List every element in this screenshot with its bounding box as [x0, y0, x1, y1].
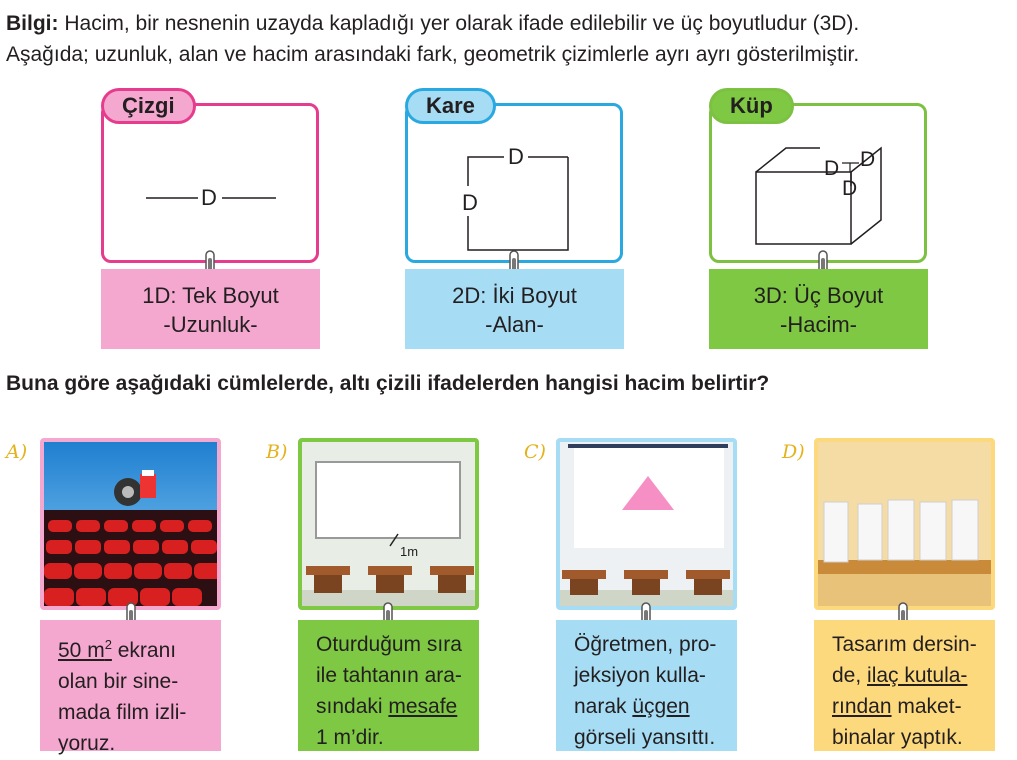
cube-label-2: -Hacim- [780, 312, 857, 337]
option-d-text-box [814, 620, 995, 751]
option-d-text-1: Tasarım dersin- [832, 633, 977, 656]
option-a-cinema-image [40, 438, 221, 610]
option-a-text-1: ekranı [111, 639, 177, 662]
square-d-top: D [508, 144, 524, 169]
option-d-text-2: de, [832, 664, 868, 687]
option-b-letter: B) [266, 441, 288, 463]
option-a-value: 50 m [58, 639, 105, 662]
option-b-text-1: Oturduğum sıra [316, 633, 462, 656]
option-c-text-2: jeksiyon kulla- [574, 664, 706, 687]
option-d-text-3: maket- [891, 695, 962, 718]
square-tab: Kare [405, 88, 496, 124]
option-a-underlined [58, 639, 112, 662]
option-c-projector-image [556, 438, 737, 610]
option-b-text-2: ile tahtanın ara- [316, 664, 462, 687]
option-b-classroom-image [298, 438, 479, 610]
option-a-text-2: olan bir sine- [58, 670, 179, 693]
option-a-letter: A) [6, 441, 28, 463]
option-a-exponent: 2 [104, 637, 112, 652]
cube-d-depth: D [860, 148, 876, 171]
option-b-photo-label: 1m [400, 544, 419, 559]
option-a-text-4: yoruz. [58, 732, 116, 755]
square-diagram-card [405, 93, 623, 263]
square-d-left: D [462, 190, 478, 215]
question-text: Buna göre aşağıdaki cümlelerde, altı çizili ifadelerden hangisi hacim belirtir? [6, 372, 770, 395]
cube-tab: Küp [709, 88, 794, 124]
cube-drawing [712, 106, 924, 260]
option-a-text-box [40, 620, 221, 755]
option-d-text-4: binalar yaptık. [832, 726, 963, 749]
intro-line1: Hacim, bir nesnenin uzayda kapladığı yer olarak ifade edilebilir ve üç boyutludur (3D). [64, 12, 860, 35]
line-label-box [101, 269, 320, 349]
line-tab: Çizgi [101, 88, 196, 124]
option-b-text-4: 1 m’dir. [316, 726, 384, 749]
option-b-text-box [298, 620, 479, 751]
intro-line2: Aşağıda; uzunluk, alan ve hacim arasındaki fark, geometrik çizimlerle ayrı ayrı gösterilmiştir. [6, 43, 860, 66]
option-c-letter: C) [524, 441, 546, 463]
option-b-text-3: sındaki [316, 695, 389, 718]
cube-d-front: D [824, 157, 840, 180]
square-label-2: -Alan- [485, 312, 544, 337]
line-drawing [104, 106, 316, 260]
option-c-text-3: narak [574, 695, 633, 718]
option-d-model-buildings-image [814, 438, 995, 610]
square-label-1: 2D: İki Boyut [452, 283, 577, 308]
square-label-box [405, 269, 624, 349]
option-c-text-box [556, 620, 737, 751]
line-label-2: -Uzunluk- [163, 312, 258, 337]
option-c-text-4: görseli yansıttı. [574, 726, 716, 749]
option-b-underlined: mesafe [388, 695, 458, 718]
cube-d-height: D [842, 177, 858, 200]
cube-label-box [709, 269, 928, 349]
line-diagram-card [101, 93, 319, 263]
cube-label-1: 3D: Üç Boyut [753, 283, 884, 308]
option-d-underlined-1: ilaç kutula- [867, 664, 968, 687]
intro-text [6, 8, 1011, 70]
option-c-underlined: üçgen [632, 695, 690, 718]
option-d-letter: D) [782, 441, 805, 463]
option-a-text-3: mada film izli- [58, 701, 187, 724]
square-drawing [408, 106, 620, 260]
line-label-1: 1D: Tek Boyut [142, 283, 279, 308]
cube-diagram-card [709, 93, 927, 263]
option-d-underlined-2: rından [832, 695, 892, 718]
option-c-text-1: Öğretmen, pro- [574, 633, 717, 656]
line-d-label: D [201, 185, 217, 210]
intro-bold: Bilgi: [6, 12, 59, 35]
